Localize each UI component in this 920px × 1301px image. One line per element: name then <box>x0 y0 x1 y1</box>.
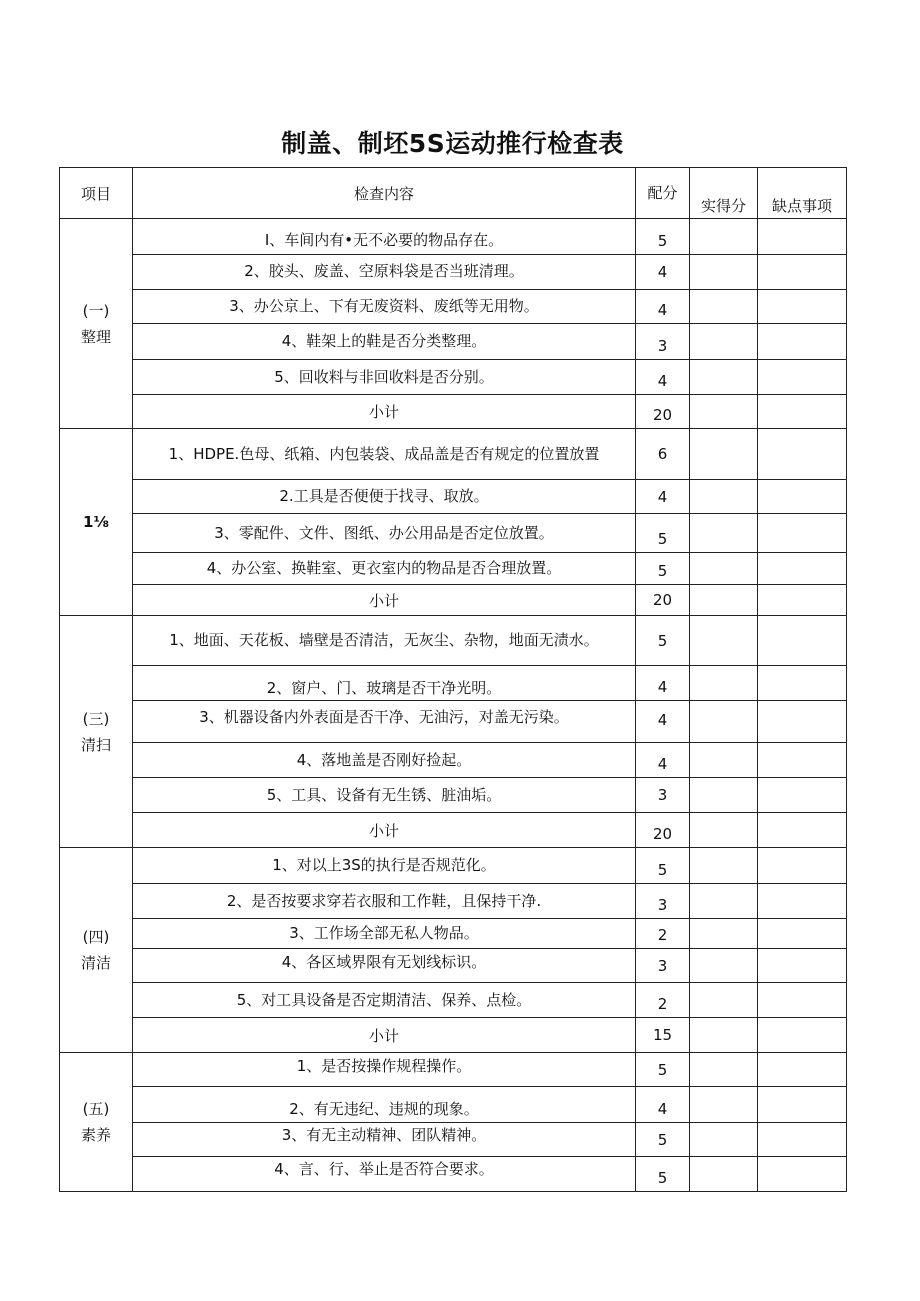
check-item: 3、机器设备内外表面是否干净、无油污，对盖无污染。 <box>133 701 636 743</box>
table-row <box>60 360 847 395</box>
table-row <box>60 324 847 360</box>
table-row <box>60 884 847 919</box>
subtotal-label: 小计 <box>133 585 636 616</box>
table-row <box>60 553 847 585</box>
subtotal-row <box>60 813 847 848</box>
item-score: 3 <box>636 778 690 813</box>
category-name: 清洁 <box>80 954 111 972</box>
defect-cell[interactable] <box>758 290 847 324</box>
defect-cell[interactable] <box>758 1053 847 1087</box>
item-score: 5 <box>636 1123 690 1157</box>
actual-score-cell[interactable] <box>690 616 758 666</box>
table-header-row <box>60 168 847 219</box>
actual-score-cell[interactable] <box>690 701 758 743</box>
category-cell-5 <box>60 1053 133 1192</box>
defect-cell[interactable] <box>758 324 847 360</box>
defect-cell[interactable] <box>758 616 847 666</box>
subtotal-value: 20 <box>636 395 690 429</box>
category-number: (一) <box>82 301 110 320</box>
item-score: 4 <box>636 480 690 514</box>
check-item: 2、有无违纪、违规的现象。 <box>133 1087 636 1123</box>
header-score: 配分 <box>636 168 690 219</box>
defect-cell[interactable] <box>758 1157 847 1192</box>
check-item: 1、对以上3S的执行是否规范化。 <box>133 848 636 884</box>
check-item: 2、是否按要求穿若衣服和工作鞋，且保持干净. <box>133 884 636 919</box>
check-item: 3、办公京上、下有无废资料、废纸等无用物。 <box>133 290 636 324</box>
subtotal-row <box>60 1018 847 1053</box>
table-row <box>60 290 847 324</box>
item-score: 5 <box>636 219 690 255</box>
defect-cell[interactable] <box>758 743 847 778</box>
subtotal-value: 15 <box>636 1018 690 1053</box>
category-cell-2: 1⅛ <box>60 429 133 616</box>
item-score: 4 <box>636 701 690 743</box>
item-score: 4 <box>636 743 690 778</box>
actual-score-cell[interactable] <box>690 919 758 949</box>
category-cell-1 <box>60 219 133 429</box>
item-score: 5 <box>636 848 690 884</box>
check-item: 5、回收料与非回收料是否分别。 <box>133 360 636 395</box>
check-item: 5、工具、设备有无生锈、脏油垢。 <box>133 778 636 813</box>
check-item: 3、有无主动精神、团队精神。 <box>133 1123 636 1157</box>
actual-score-cell[interactable] <box>690 1087 758 1123</box>
actual-score-cell[interactable] <box>690 480 758 514</box>
table-row <box>60 949 847 983</box>
defect-cell[interactable] <box>758 1123 847 1157</box>
actual-score-cell[interactable] <box>690 666 758 701</box>
actual-score-cell[interactable] <box>690 848 758 884</box>
actual-score-cell[interactable] <box>690 983 758 1018</box>
actual-score-cell[interactable] <box>690 290 758 324</box>
category-number: (五) <box>82 1100 110 1118</box>
actual-score-cell[interactable] <box>690 1053 758 1087</box>
subtotal-label: 小计 <box>133 395 636 429</box>
item-score: 6 <box>636 429 690 480</box>
item-score: 4 <box>636 1087 690 1123</box>
defect-cell[interactable] <box>758 813 847 848</box>
category-cell-3 <box>60 616 133 848</box>
defect-cell[interactable] <box>758 919 847 949</box>
table-row <box>60 1053 847 1087</box>
check-item: 1、HDPE.色母、纸箱、内包装袋、成品盖是否有规定的位置放置 <box>133 429 636 480</box>
defect-cell[interactable] <box>758 255 847 290</box>
subtotal-label: 小计 <box>133 813 636 848</box>
table-row <box>60 848 847 884</box>
defect-cell[interactable] <box>758 429 847 480</box>
table-row <box>60 666 847 701</box>
category-number: (四) <box>82 928 110 946</box>
header-category: 项目 <box>60 168 133 219</box>
actual-score-cell[interactable] <box>690 743 758 778</box>
item-score: 5 <box>636 616 690 666</box>
table-row <box>60 429 847 480</box>
actual-score-cell[interactable] <box>690 395 758 429</box>
check-item: 4、鞋架上的鞋是否分类整理。 <box>133 324 636 360</box>
item-score: 5 <box>636 1157 690 1192</box>
actual-score-cell[interactable] <box>690 778 758 813</box>
defect-cell[interactable] <box>758 949 847 983</box>
header-content: 检查内容 <box>133 168 636 219</box>
table-row <box>60 743 847 778</box>
header-defect: 缺点事项 <box>758 168 847 219</box>
actual-score-cell[interactable] <box>690 219 758 255</box>
item-score: 4 <box>636 255 690 290</box>
item-score: 2 <box>636 983 690 1018</box>
subtotal-value: 20 <box>636 585 690 616</box>
defect-cell[interactable] <box>758 395 847 429</box>
check-item: I、车间内有•无不必要的物品存在。 <box>133 219 636 255</box>
defect-cell[interactable] <box>758 666 847 701</box>
category-name: 清扫 <box>80 735 111 754</box>
check-item: 4、言、行、举止是否符合要求。 <box>133 1157 636 1192</box>
category-cell-4 <box>60 848 133 1053</box>
actual-score-cell[interactable] <box>690 585 758 616</box>
defect-cell[interactable] <box>758 983 847 1018</box>
item-score: 2 <box>636 919 690 949</box>
actual-score-cell[interactable] <box>690 813 758 848</box>
check-item: 1、是否按操作规程操作。 <box>133 1053 636 1087</box>
check-item: 2、窗户、门、玻璃是否干净光明。 <box>133 666 636 701</box>
defect-cell[interactable] <box>758 848 847 884</box>
defect-cell[interactable] <box>758 219 847 255</box>
defect-cell[interactable] <box>758 553 847 585</box>
table-row <box>60 1123 847 1157</box>
table-row <box>60 1087 847 1123</box>
table-row <box>60 983 847 1018</box>
defect-cell[interactable] <box>758 360 847 395</box>
table-row <box>60 701 847 743</box>
actual-score-cell[interactable] <box>690 1157 758 1192</box>
defect-cell[interactable] <box>758 514 847 553</box>
item-score: 3 <box>636 949 690 983</box>
check-item: 2.工具是否便便于找寻、取放。 <box>133 480 636 514</box>
table-row <box>60 1157 847 1192</box>
check-item: 2、胶头、废盖、空原料袋是否当班清理。 <box>133 255 636 290</box>
check-item: 3、零配件、文件、图纸、办公用品是否定位放置。 <box>133 514 636 553</box>
defect-cell[interactable] <box>758 701 847 743</box>
item-score: 4 <box>636 290 690 324</box>
actual-score-cell[interactable] <box>690 949 758 983</box>
subtotal-row <box>60 395 847 429</box>
table-row <box>60 778 847 813</box>
item-score: 3 <box>636 884 690 919</box>
actual-score-cell[interactable] <box>690 553 758 585</box>
header-actual: 实得分 <box>690 168 758 219</box>
category-number: (三) <box>82 709 110 728</box>
defect-cell[interactable] <box>758 480 847 514</box>
subtotal-value: 20 <box>636 813 690 848</box>
page-title: 制盖、制坯5S运动推行检查表 <box>281 129 624 158</box>
actual-score-cell[interactable] <box>690 360 758 395</box>
item-score: 5 <box>636 553 690 585</box>
table-row <box>60 219 847 255</box>
category-name: 素养 <box>80 1126 111 1144</box>
check-item: 5、对工具设备是否定期清洁、保养、点检。 <box>133 983 636 1018</box>
actual-score-cell[interactable] <box>690 255 758 290</box>
table-row <box>60 480 847 514</box>
check-item: 4、办公室、换鞋室、更衣室内的物品是否合理放置。 <box>133 553 636 585</box>
defect-cell[interactable] <box>758 778 847 813</box>
actual-score-cell[interactable] <box>690 884 758 919</box>
check-item: 3、工作场全部无私人物品。 <box>133 919 636 949</box>
item-score: 3 <box>636 324 690 360</box>
item-score: 4 <box>636 666 690 701</box>
check-item: 1、地面、天花板、墙壁是否清洁，无灰尘、杂物，地面无渍水。 <box>133 616 636 666</box>
defect-cell[interactable] <box>758 884 847 919</box>
subtotal-label: 小计 <box>133 1018 636 1053</box>
table-row <box>60 616 847 666</box>
item-score: 5 <box>636 1053 690 1087</box>
subtotal-row <box>60 585 847 616</box>
actual-score-cell[interactable] <box>690 429 758 480</box>
actual-score-cell[interactable] <box>690 1018 758 1053</box>
table-row <box>60 255 847 290</box>
check-item: 4、各区域界限有无划线标识。 <box>133 949 636 983</box>
inspection-table <box>59 167 847 1192</box>
item-score: 5 <box>636 514 690 553</box>
actual-score-cell[interactable] <box>690 514 758 553</box>
category-name: 整理 <box>80 327 111 346</box>
table-row <box>60 919 847 949</box>
item-score: 4 <box>636 360 690 395</box>
check-item: 4、落地盖是否刚好捡起。 <box>133 743 636 778</box>
table-row <box>60 514 847 553</box>
defect-cell[interactable] <box>758 1087 847 1123</box>
defect-cell[interactable] <box>758 1018 847 1053</box>
actual-score-cell[interactable] <box>690 324 758 360</box>
defect-cell[interactable] <box>758 585 847 616</box>
actual-score-cell[interactable] <box>690 1123 758 1157</box>
